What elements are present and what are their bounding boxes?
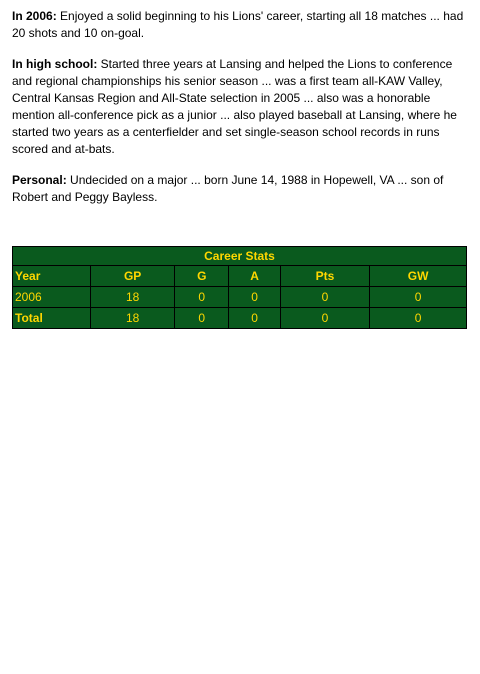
bio-content xyxy=(12,8,470,220)
total-row xyxy=(13,308,467,329)
stats-title: Career Stats xyxy=(13,247,467,266)
total-gw: 0 xyxy=(370,308,467,329)
stats-header-row xyxy=(13,266,467,287)
bio-high-school-label: In high school: xyxy=(12,57,98,71)
bio-personal xyxy=(12,172,470,206)
career-stats-table xyxy=(12,246,467,329)
header-g: G xyxy=(175,266,229,287)
total-label: Total xyxy=(13,308,91,329)
bio-high-school-text: Started three years at Lansing and helped the Lions to conference and regional championships his senior season ... was a first team all-KAW Valley, Central Kansas Region and All-State selection in 2005 ... also was a honorable mention all-conference pick as a junior ... also played baseball at Lansing, where he started two years as a centerfielder and set single-season school records in runs scored and at-bats. xyxy=(12,57,457,156)
bio-2006-text: Enjoyed a solid beginning to his Lions' career, starting all 18 matches ... had 20 shots and 10 on-goal. xyxy=(12,9,464,40)
header-a: A xyxy=(229,266,281,287)
total-g: 0 xyxy=(175,308,229,329)
cell-a: 0 xyxy=(229,287,281,308)
total-pts: 0 xyxy=(280,308,369,329)
header-pts: Pts xyxy=(280,266,369,287)
header-year: Year xyxy=(13,266,91,287)
bio-2006-label: In 2006: xyxy=(12,9,57,23)
bio-2006 xyxy=(12,8,470,42)
cell-pts: 0 xyxy=(280,287,369,308)
header-gp: GP xyxy=(91,266,175,287)
bio-high-school xyxy=(12,56,470,158)
cell-year: 2006 xyxy=(13,287,91,308)
stats-title-row xyxy=(13,247,467,266)
cell-gp: 18 xyxy=(91,287,175,308)
table-row xyxy=(13,287,467,308)
cell-g: 0 xyxy=(175,287,229,308)
header-gw: GW xyxy=(370,266,467,287)
cell-gw: 0 xyxy=(370,287,467,308)
total-gp: 18 xyxy=(91,308,175,329)
total-a: 0 xyxy=(229,308,281,329)
bio-personal-label: Personal: xyxy=(12,173,67,187)
bio-personal-text: Undecided on a major ... born June 14, 1988 in Hopewell, VA ... son of Robert and Peggy Bayless. xyxy=(12,173,444,204)
